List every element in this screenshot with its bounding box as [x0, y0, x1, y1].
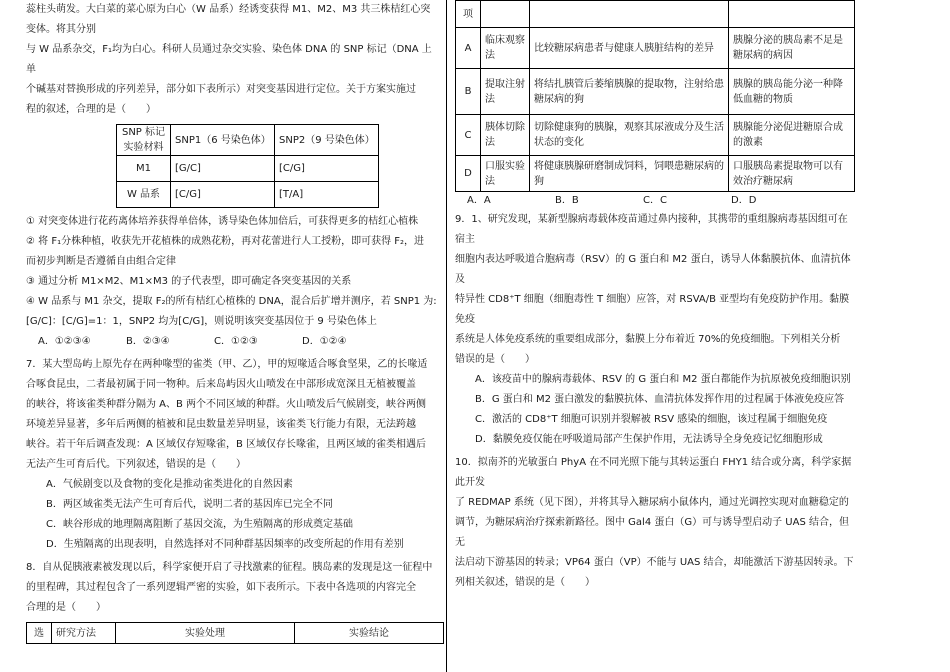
table-cell: 口服胰岛素提取物可以有效治疗糖尿病	[729, 156, 855, 192]
q9-stem-line: 特异性 CD8⁺T 细胞（细胞毒性 T 细胞）应答，对 RSVA/B 亚型均有免疫防护作用。黏膜免疫	[455, 294, 850, 325]
q6-intro-line: 蕊柱头萌发。大白菜的菜心原为白心（W 品系）经诱变获得 M1、M2、M3 共三株桔红心突	[26, 4, 431, 15]
q6-option-d[interactable]: D．①②④	[302, 336, 347, 347]
table-cell: 胰腺的胰岛能分泌一种降低血糖的物质	[729, 69, 855, 115]
table-cell: 胰腺能分泌促进糖原合成的激素	[729, 115, 855, 156]
table-row	[456, 69, 855, 115]
q7-stem-line: 无法产生可育后代。下列叙述，错误的是（ ）	[26, 459, 246, 470]
q9-option-b[interactable]: B．G 蛋白和 M2 蛋白激发的黏膜抗体、血清抗体发挥作用的过程属于体液免疫应答	[475, 394, 845, 405]
q6-intro-line: 程的叙述，合理的是（ ）	[26, 104, 156, 115]
q6-statement: 而初步判断是否遵循自由组合定律	[26, 256, 176, 267]
q6-intro-line: 与 W 品系杂交，F₁均为白心。科研人员通过杂交实验、染色体 DNA 的 SNP 标记（DNA 上单	[26, 44, 432, 75]
q7-stem-line: 7．某大型岛屿上原先存在两种喙型的雀类（甲、乙），甲的短喙适合啄食坚果，乙的长喙适	[26, 359, 428, 370]
table-header-cell: 实验结论	[295, 623, 444, 644]
table-cell: [C/G]	[171, 182, 275, 208]
q10-stem-line: 法启动下游基因的转录；VP64 蛋白（VP）不能与 UAS 结合，却能激活下游基因转录。下	[455, 557, 854, 568]
q6-intro-line: 个碱基对替换形成的序列差异，部分如下表所示）对突变基因进行定位。关于方案实施过	[26, 84, 416, 95]
q6-intro-line: 变体。将其分别	[26, 24, 96, 35]
q9-option-d[interactable]: D．黏膜免疫仅能在呼吸道局部产生保护作用，无法诱导全身免疫记忆细胞形成	[475, 434, 823, 445]
table-row	[117, 156, 379, 182]
q8-table-header	[26, 622, 444, 644]
q8-option-b[interactable]: B．B	[555, 195, 579, 206]
table-cell: W 品系	[117, 182, 171, 208]
table-cell: 胰腺分泌的胰岛素不足是糖尿病的病因	[729, 28, 855, 69]
q8-option-a[interactable]: A．A	[467, 195, 491, 206]
table-cell: 提取注射法	[481, 69, 530, 115]
table-cell: C	[456, 115, 481, 156]
right-column	[455, 0, 855, 593]
table-header-cell: SNP 标记 实验材料	[117, 125, 171, 156]
q6-option-b[interactable]: B．②③④	[126, 336, 170, 347]
table-row	[117, 182, 379, 208]
q9-stem-line: 错误的是（ ）	[455, 354, 535, 365]
table-cell: 胰体切除法	[481, 115, 530, 156]
table-header-cell: SNP2（9 号染色体）	[275, 125, 379, 156]
q6-options	[26, 332, 439, 352]
table-cell: [T/A]	[275, 182, 379, 208]
q9-stem-line: 9．1、研究发现，某新型腺病毒载体疫苗通过鼻内接种，其携带的重组腺病毒基因组可在宿主	[455, 214, 848, 245]
table-cell: 比较糖尿病患者与健康人胰脏结构的差异	[530, 28, 729, 69]
table-cell: D	[456, 156, 481, 192]
table-header-cell: 研究方法	[52, 623, 116, 644]
table-cell: 临床观察法	[481, 28, 530, 69]
q7-stem-line: 的峡谷，将该雀类种群分隔为 A、B 两个不同区域的种群。火山喷发后气候剧变，峡谷两侧	[26, 399, 427, 410]
q9-stem-line: 系统是人体免疫系统的重要组成部分，黏膜上分布着近 70%的免疫细胞。下列相关分析	[455, 334, 841, 345]
q8-stem-line: 合理的是（ ）	[26, 602, 106, 613]
table-cell: [G/C]	[171, 156, 275, 182]
table-cell: A	[456, 28, 481, 69]
snp-marker-table	[116, 124, 379, 208]
q6-statement: ③ 通过分析 M1×M2、M1×M3 的子代表型，即可确定各突变基因的关系	[26, 276, 352, 287]
table-header-cell: 选	[27, 623, 52, 644]
table-cell: 口服实验法	[481, 156, 530, 192]
q8-table-body	[455, 0, 855, 192]
table-row	[27, 623, 444, 644]
q9-option-c[interactable]: C．激活的 CD8⁺T 细胞可识别并裂解被 RSV 感染的细胞，该过程属于细胞免疫	[475, 414, 828, 425]
table-header-cell: SNP1（6 号染色体）	[171, 125, 275, 156]
q8-option-c[interactable]: C．C	[643, 195, 667, 206]
q6-statement: ④ W 品系与 M1 杂交，提取 F₂的所有桔红心植株的 DNA，混合后扩增并测序，若 SNP1 为:	[26, 296, 437, 307]
q10-stem-line: 列相关叙述，错误的是（ ）	[455, 577, 595, 588]
q10-stem-line: 10．拟南芥的光敏蛋白 PhyA 在不同光照下能与其转运蛋白 FHY1 结合或分离，科学家据此开发	[455, 457, 852, 488]
table-row	[456, 28, 855, 69]
table-row	[117, 125, 379, 156]
q7-stem-line: 合啄食昆虫，二者最初属于同一物种。后来岛屿因火山喷发在中部形成宽深且无植被覆盖	[26, 379, 416, 390]
q7-stem-line: 峡谷。若干年后调查发现：A 区域仅存短喙雀，B 区域仅存长喙雀，且两区域的雀类相遇后	[26, 439, 427, 450]
q7-option-d[interactable]: D．生殖隔离的出现表明，自然选择对不同种群基因频率的改变所起的作用有差别	[46, 539, 404, 550]
q10-stem-line: 了 REDMAP 系统（见下图），并将其导入糖尿病小鼠体内，通过光调控实现对血糖稳定的	[455, 497, 849, 508]
q6-statement: ② 将 F₁分株种植，收获先开花植株的成熟花粉，再对花蕾进行人工授粉，即可获得 F₂，进	[26, 236, 425, 247]
table-cell: 项	[456, 1, 481, 28]
column-divider	[446, 0, 447, 672]
table-cell: [C/G]	[275, 156, 379, 182]
q7-option-c[interactable]: C．峡谷形成的地理隔离阻断了基因交流，为生殖隔离的形成奠定基础	[46, 519, 353, 530]
table-header-cell: 实验处理	[116, 623, 295, 644]
q8-option-d[interactable]: D．D	[731, 195, 757, 206]
q9-stem-line: 细胞内表达呼吸道合胞病毒（RSV）的 G 蛋白和 M2 蛋白，诱导人体黏膜抗体、血清抗体及	[455, 254, 851, 285]
q6-option-c[interactable]: C．①②③	[214, 336, 258, 347]
table-cell: 将结扎胰管后萎缩胰腺的提取物，注射给患糖尿病的狗	[530, 69, 729, 115]
q6-statement: ① 对突变体进行花药离体培养获得单倍体，诱导染色体加倍后，可获得更多的桔红心植株	[26, 216, 419, 227]
table-cell: 切除健康狗的胰腺，观察其尿液成分及生活状态的变化	[530, 115, 729, 156]
q7-stem-line: 环境差异显著，多年后两侧的植被和昆虫数量差异明显，该雀类飞行能力有限，无法跨越	[26, 419, 416, 430]
q8-options	[455, 192, 855, 210]
q8-stem-line: 的里程碑，其过程包含了一系列逻辑严密的实验，如下表所示。下表中各选项的内容完全	[26, 582, 416, 593]
q8-stem-line: 8．自从促胰液素被发现以后，科学家便开启了寻找激素的征程。胰岛素的发现是这一征程中	[26, 562, 433, 573]
q7-option-b[interactable]: B．两区域雀类无法产生可育后代，说明二者的基因库已完全不同	[46, 499, 333, 510]
table-cell: B	[456, 69, 481, 115]
q6-statement: [G/C]：[C/G]=1：1，SNP2 均为[C/G]，则说明该突变基因位于 9 号染色体上	[26, 316, 377, 327]
table-row	[456, 115, 855, 156]
left-column	[26, 0, 439, 644]
table-cell: M1	[117, 156, 171, 182]
table-cell: 将健康胰腺研磨制成饲料，饲喂患糖尿病的狗	[530, 156, 729, 192]
q10-stem-line: 调节，为糖尿病治疗探索新路径。图中 Gal4 蛋白（G）可与诱导型启动子 UAS 结合，但无	[455, 517, 849, 548]
q9-option-a[interactable]: A．该疫苗中的腺病毒载体、RSV 的 G 蛋白和 M2 蛋白都能作为抗原被免疫细胞识别	[475, 374, 851, 385]
table-row	[456, 1, 855, 28]
q7-option-a[interactable]: A．气候剧变以及食物的变化是推动雀类进化的自然因素	[46, 479, 293, 490]
table-row	[456, 156, 855, 192]
q6-option-a[interactable]: A．①②③④	[38, 336, 91, 347]
